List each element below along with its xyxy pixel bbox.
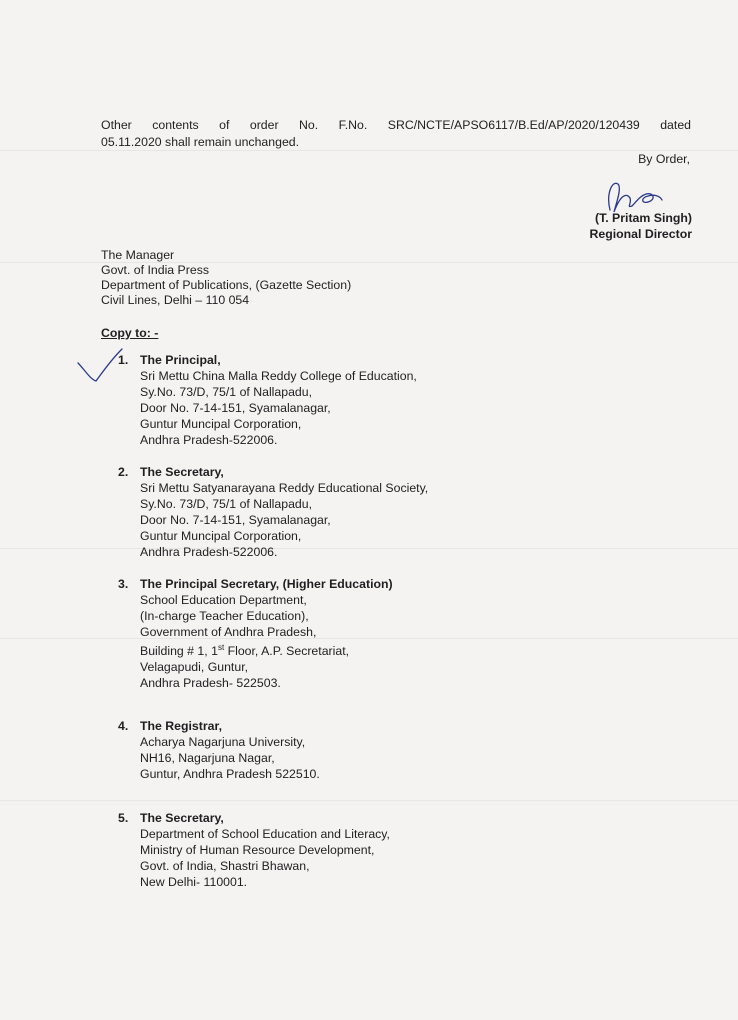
item-title: The Secretary, xyxy=(140,811,224,825)
recipient-line: Govt. of India Press xyxy=(101,263,209,277)
copy-to-heading: Copy to: - xyxy=(101,326,159,340)
item-line: Sy.No. 73/D, 75/1 of Nallapadu, xyxy=(140,385,313,399)
item-line: Door No. 7-14-151, Syamalanagar, xyxy=(140,401,331,415)
item-line: Sri Mettu China Malla Reddy College of Education, xyxy=(140,369,417,383)
item-line: Andhra Pradesh-522006. xyxy=(140,545,278,559)
item-line: Andhra Pradesh-522006. xyxy=(140,433,278,447)
item-line: Guntur Muncipal Corporation, xyxy=(140,529,302,543)
item-line: Door No. 7-14-151, Syamalanagar, xyxy=(140,513,331,527)
item-line: Department of School Education and Literacy, xyxy=(140,827,390,841)
item-title: The Registrar, xyxy=(140,719,223,733)
copy-to-list xyxy=(118,352,428,904)
item-line: Sri Mettu Satyanarayana Reddy Educational Society, xyxy=(140,481,429,495)
item-number: 2. xyxy=(118,465,129,479)
recipient-line: Civil Lines, Delhi – 110 054 xyxy=(101,293,250,307)
recipient-line: The Manager xyxy=(101,248,175,262)
item-number: 3. xyxy=(118,577,129,591)
copy-to-item xyxy=(118,464,428,562)
item-title: The Principal Secretary, (Higher Education) xyxy=(140,577,393,591)
copy-to-item xyxy=(118,352,428,450)
by-order: By Order, xyxy=(638,152,690,166)
signatory-name: (T. Pritam Singh) xyxy=(594,211,692,225)
item-line: Sy.No. 73/D, 75/1 of Nallapadu, xyxy=(140,497,313,511)
item-line: Building # 1, 1st Floor, A.P. Secretariat, xyxy=(140,643,350,659)
item-number: 1. xyxy=(118,353,129,367)
item-line: New Delhi- 110001. xyxy=(140,875,248,889)
item-line: NH16, Nagarjuna Nagar, xyxy=(140,751,275,765)
item-number: 4. xyxy=(118,719,129,733)
item-title: The Secretary, xyxy=(140,465,224,479)
closing-paragraph-line-1: Other contents of order No. F.No. SRC/NCTE/APSO6117/B.Ed/AP/2020/120439 dated xyxy=(101,118,691,132)
item-line: (In-charge Teacher Education), xyxy=(140,609,309,623)
copy-to-item xyxy=(118,718,428,796)
recipient-line: Department of Publications, (Gazette Section) xyxy=(101,278,352,292)
closing-paragraph-line-2: 05.11.2020 shall remain unchanged. xyxy=(101,135,300,149)
item-line: Ministry of Human Resource Development, xyxy=(140,843,375,857)
item-line: Guntur, Andhra Pradesh 522510. xyxy=(140,767,320,781)
copy-to-item xyxy=(118,576,428,704)
signatory-designation: Regional Director xyxy=(589,227,692,241)
item-line: Velagapudi, Guntur, xyxy=(140,660,249,675)
item-line: Andhra Pradesh- 522503. xyxy=(140,676,281,691)
item-line: Guntur Muncipal Corporation, xyxy=(140,417,302,431)
item-line: Govt. of India, Shastri Bhawan, xyxy=(140,859,310,873)
item-line: Government of Andhra Pradesh, xyxy=(140,625,317,639)
item-title: The Principal, xyxy=(140,353,221,367)
item-number: 5. xyxy=(118,811,129,825)
item-line: Acharya Nagarjuna University, xyxy=(140,735,306,749)
copy-to-item xyxy=(118,810,428,890)
item-line: School Education Department, xyxy=(140,593,307,607)
